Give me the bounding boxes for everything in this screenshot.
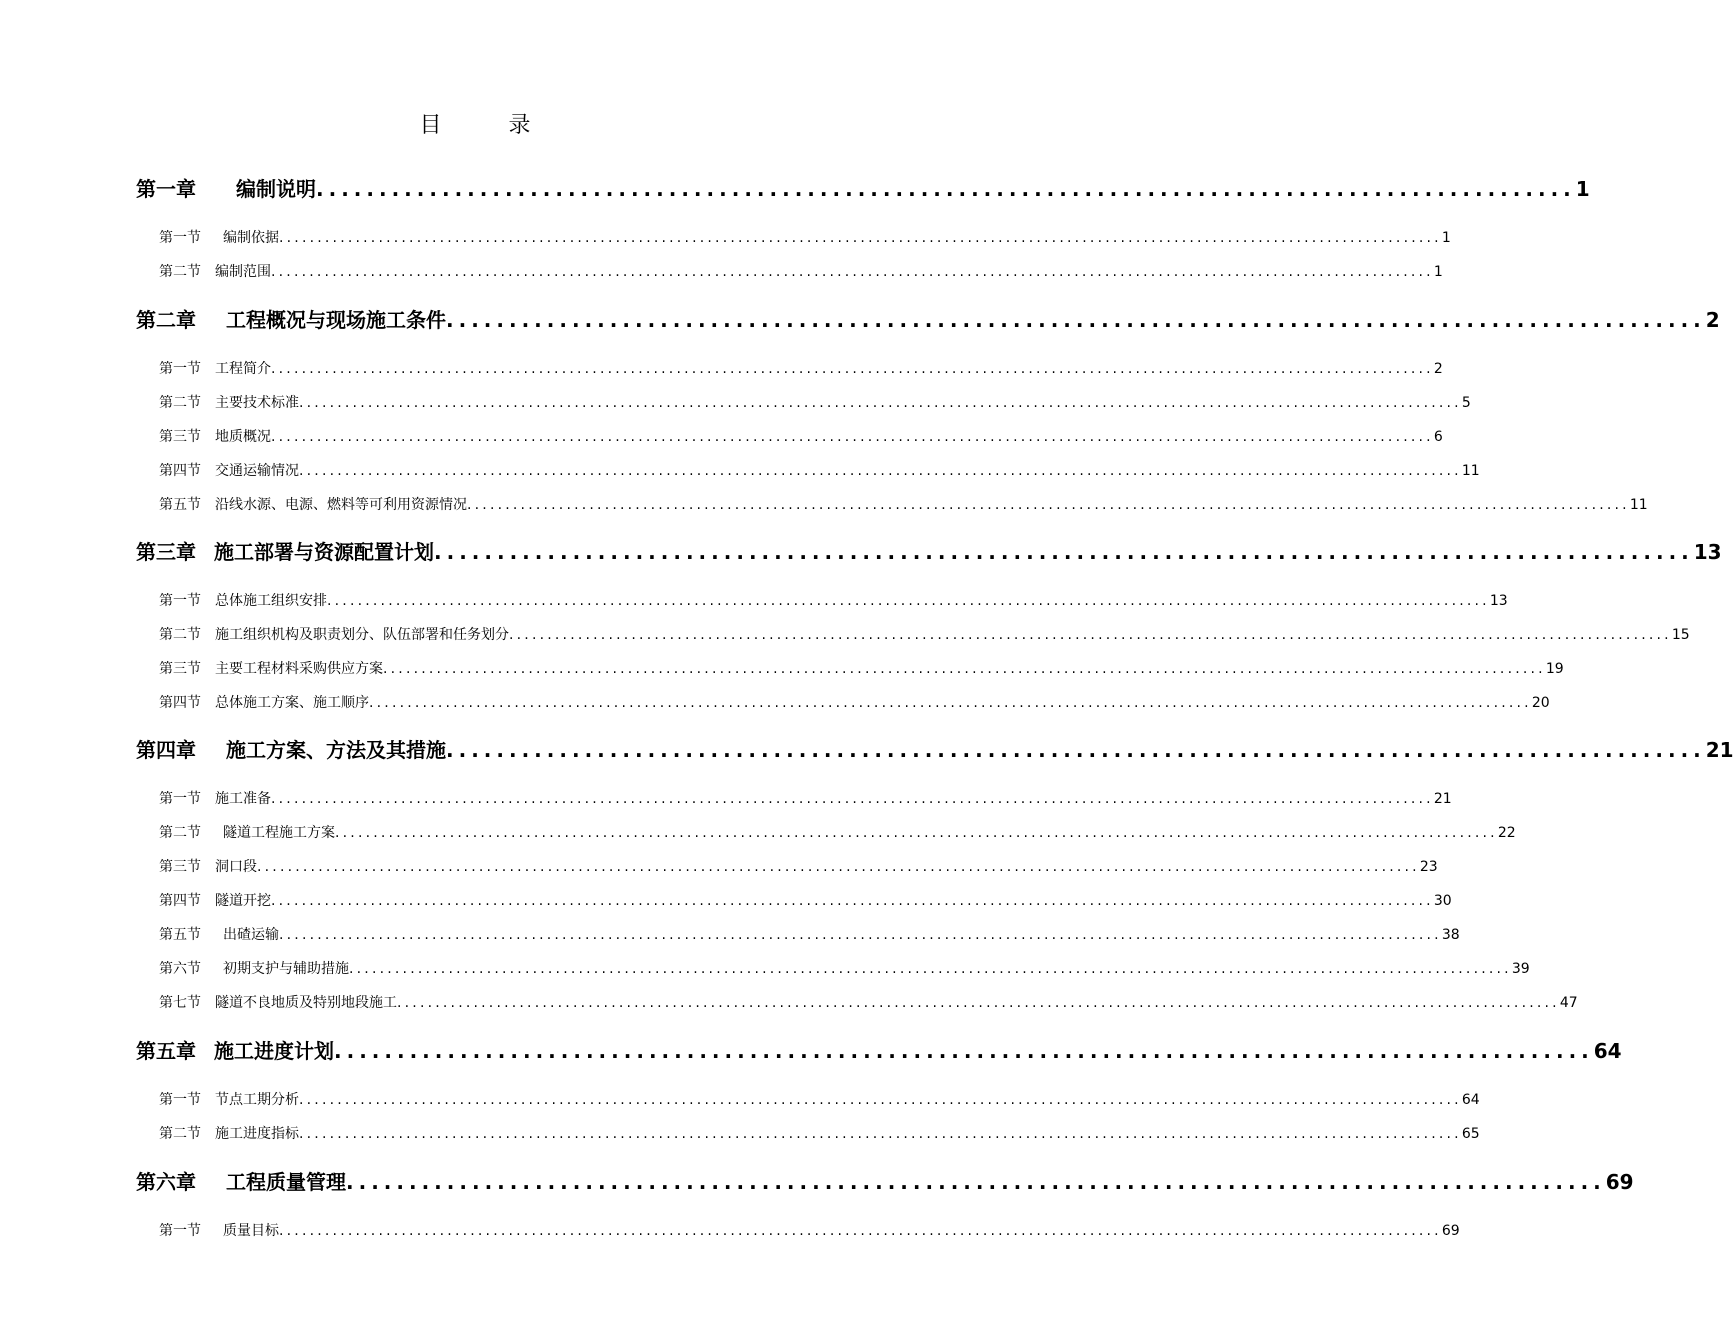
toc-entry-title: 工程质量管理 xyxy=(226,1170,346,1194)
toc-entry-title: 主要工程材料采购供应方案 xyxy=(215,661,383,677)
toc-section-1-1[interactable] xyxy=(159,227,1451,249)
toc-entry-page: 21 xyxy=(1705,738,1734,762)
toc-dot-leader: ........................................................................................................................................................ xyxy=(299,1126,1462,1142)
toc-dot-leader: ........................................................................................................................................................ xyxy=(327,593,1490,609)
toc-section-5-1[interactable] xyxy=(159,1089,1480,1111)
toc-chapter-1[interactable] xyxy=(136,174,1590,204)
toc-entry-page: 30 xyxy=(1433,893,1452,909)
toc-dot-leader: ........................................................................................................................................................ xyxy=(299,463,1462,479)
toc-dot-leader: ........................................................................................................................................................ xyxy=(397,995,1560,1011)
toc-entry-title: 工程概况与现场施工条件 xyxy=(226,308,446,332)
toc-entry-title: 出碴运输 xyxy=(223,927,279,943)
toc-entry-number: 第四章 xyxy=(136,738,196,762)
toc-entry-page: 21 xyxy=(1433,791,1452,807)
toc-entry-page: 69 xyxy=(1605,1170,1634,1194)
toc-entry-page: 22 xyxy=(1497,825,1516,841)
toc-dot-leader: ........................................................................................................................................................ xyxy=(279,927,1442,943)
toc-entry-page: 6 xyxy=(1433,429,1443,445)
toc-entry-title: 地质概况 xyxy=(215,429,271,445)
toc-chapter-5[interactable] xyxy=(136,1036,1622,1066)
toc-section-4-2[interactable] xyxy=(159,822,1516,844)
toc-entry-number: 第七节 xyxy=(159,995,201,1011)
toc-dot-leader: ........................................................................................................................................................ xyxy=(509,627,1672,643)
toc-section-6-1[interactable] xyxy=(159,1220,1460,1242)
toc-entry-page: 11 xyxy=(1629,497,1648,513)
toc-entry-page: 39 xyxy=(1511,961,1530,977)
toc-entry-page: 20 xyxy=(1531,695,1550,711)
toc-dot-leader: .................................................................................................... xyxy=(346,1170,1606,1194)
toc-section-2-2[interactable] xyxy=(159,392,1471,414)
toc-entry-title: 施工准备 xyxy=(215,791,271,807)
toc-dot-leader: .................................................................................................... xyxy=(334,1039,1594,1063)
toc-entry-title: 总体施工方案、施工顺序 xyxy=(215,695,369,711)
toc-section-3-2[interactable] xyxy=(159,624,1690,646)
toc-entry-number: 第三章 xyxy=(136,540,196,564)
toc-dot-leader: ........................................................................................................................................................ xyxy=(271,264,1434,280)
toc-entry-page: 69 xyxy=(1441,1223,1460,1239)
toc-section-4-3[interactable] xyxy=(159,856,1438,878)
toc-section-4-4[interactable] xyxy=(159,890,1452,912)
toc-entry-page: 15 xyxy=(1671,627,1690,643)
toc-entry-title: 编制依据 xyxy=(223,230,279,246)
toc-section-4-7[interactable] xyxy=(159,992,1578,1014)
toc-entry-page: 13 xyxy=(1489,593,1508,609)
toc-entry-number: 第三节 xyxy=(159,859,201,875)
toc-entry-title: 施工进度计划 xyxy=(214,1039,334,1063)
toc-chapter-4[interactable] xyxy=(136,735,1734,765)
toc-entry-number: 第三节 xyxy=(159,429,201,445)
toc-entry-title: 隧道工程施工方案 xyxy=(223,825,335,841)
toc-dot-leader: .................................................................................................... xyxy=(446,308,1706,332)
toc-entry-number: 第一节 xyxy=(159,230,201,246)
toc-entry-number: 第四节 xyxy=(159,695,201,711)
toc-entry-page: 23 xyxy=(1419,859,1438,875)
toc-dot-leader: ........................................................................................................................................................ xyxy=(369,695,1532,711)
toc-entry-number: 第二节 xyxy=(159,1126,201,1142)
toc-entry-page: 5 xyxy=(1461,395,1471,411)
toc-section-4-6[interactable] xyxy=(159,958,1530,980)
toc-entry-number: 第二节 xyxy=(159,264,201,280)
toc-entry-number: 第一节 xyxy=(159,791,201,807)
toc-section-4-1[interactable] xyxy=(159,788,1452,810)
toc-entry-number: 第四节 xyxy=(159,463,201,479)
toc-dot-leader: ........................................................................................................................................................ xyxy=(271,361,1434,377)
toc-entry-title: 工程简介 xyxy=(215,361,271,377)
toc-entry-number: 第一节 xyxy=(159,361,201,377)
toc-entry-title: 沿线水源、电源、燃料等可利用资源情况 xyxy=(215,497,467,513)
toc-entry-page: 11 xyxy=(1461,463,1480,479)
toc-section-2-1[interactable] xyxy=(159,358,1443,380)
toc-dot-leader: ........................................................................................................................................................ xyxy=(271,429,1434,445)
toc-entry-number: 第二节 xyxy=(159,825,201,841)
toc-entry-page: 1 xyxy=(1441,230,1451,246)
toc-entry-title: 施工方案、方法及其措施 xyxy=(226,738,446,762)
toc-entry-title: 施工组织机构及职责划分、队伍部署和任务划分 xyxy=(215,627,509,643)
toc-section-3-4[interactable] xyxy=(159,692,1550,714)
toc-dot-leader: ........................................................................................................................................................ xyxy=(349,961,1512,977)
toc-entry-number: 第二节 xyxy=(159,627,201,643)
toc-entry-page: 2 xyxy=(1433,361,1443,377)
toc-section-2-4[interactable] xyxy=(159,460,1480,482)
toc-entry-number: 第二节 xyxy=(159,395,201,411)
toc-section-4-5[interactable] xyxy=(159,924,1460,946)
toc-entry-number: 第二章 xyxy=(136,308,196,332)
toc-entry-page: 1 xyxy=(1433,264,1443,280)
toc-entry-title: 总体施工组织安排 xyxy=(215,593,327,609)
toc-entry-number: 第一节 xyxy=(159,1223,201,1239)
toc-entry-page: 13 xyxy=(1693,540,1722,564)
toc-dot-leader: .................................................................................................... xyxy=(446,738,1706,762)
toc-entry-page: 64 xyxy=(1461,1092,1480,1108)
toc-entry-number: 第六章 xyxy=(136,1170,196,1194)
toc-entry-title: 施工部署与资源配置计划 xyxy=(214,540,434,564)
toc-section-2-3[interactable] xyxy=(159,426,1443,448)
toc-dot-leader: ........................................................................................................................................................ xyxy=(257,859,1420,875)
toc-entry-number: 第一节 xyxy=(159,593,201,609)
toc-entry-number: 第六节 xyxy=(159,961,201,977)
toc-entry-page: 2 xyxy=(1705,308,1720,332)
toc-entry-title: 主要技术标准 xyxy=(215,395,299,411)
toc-entry-title: 交通运输情况 xyxy=(215,463,299,479)
toc-entry-title: 节点工期分析 xyxy=(215,1092,299,1108)
toc-entry-page: 19 xyxy=(1545,661,1564,677)
toc-section-2-5[interactable] xyxy=(159,494,1648,516)
toc-chapter-2[interactable] xyxy=(136,305,1720,335)
toc-section-5-2[interactable] xyxy=(159,1123,1480,1145)
toc-dot-leader: ........................................................................................................................................................ xyxy=(383,661,1546,677)
toc-section-3-1[interactable] xyxy=(159,590,1508,612)
toc-entry-page: 1 xyxy=(1575,177,1590,201)
toc-title: 目 录 xyxy=(419,113,561,138)
toc-entry-page: 65 xyxy=(1461,1126,1480,1142)
toc-chapter-3[interactable] xyxy=(136,537,1722,567)
toc-dot-leader: ........................................................................................................................................................ xyxy=(271,791,1434,807)
toc-dot-leader: ........................................................................................................................................................ xyxy=(299,395,1462,411)
toc-dot-leader: .................................................................................................... xyxy=(434,540,1694,564)
toc-section-3-3[interactable] xyxy=(159,658,1564,680)
toc-entry-title: 洞口段 xyxy=(215,859,257,875)
toc-entry-page: 64 xyxy=(1593,1039,1622,1063)
toc-dot-leader: ........................................................................................................................................................ xyxy=(335,825,1498,841)
toc-entry-title: 初期支护与辅助措施 xyxy=(223,961,349,977)
toc-section-1-2[interactable] xyxy=(159,261,1443,283)
toc-entry-title: 隧道不良地质及特别地段施工 xyxy=(215,995,397,1011)
toc-chapter-6[interactable] xyxy=(136,1167,1634,1197)
toc-entry-page: 38 xyxy=(1441,927,1460,943)
toc-entry-number: 第一节 xyxy=(159,1092,201,1108)
toc-entry-title: 编制范围 xyxy=(215,264,271,280)
toc-entry-number: 第四节 xyxy=(159,893,201,909)
toc-entry-number: 第三节 xyxy=(159,661,201,677)
toc-dot-leader: ........................................................................................................................................................ xyxy=(299,1092,1462,1108)
toc-entry-number: 第一章 xyxy=(136,177,196,201)
toc-entry-number: 第五节 xyxy=(159,497,201,513)
toc-dot-leader: ........................................................................................................................................................ xyxy=(271,893,1434,909)
toc-entry-number: 第五章 xyxy=(136,1039,196,1063)
toc-dot-leader: ........................................................................................................................................................ xyxy=(279,230,1442,246)
toc-entry-number: 第五节 xyxy=(159,927,201,943)
toc-entry-title: 编制说明 xyxy=(236,177,316,201)
toc-entry-title: 施工进度指标 xyxy=(215,1126,299,1142)
toc-entry-page: 47 xyxy=(1559,995,1578,1011)
toc-entry-title: 隧道开挖 xyxy=(215,893,271,909)
toc-dot-leader: .................................................................................................... xyxy=(316,177,1576,201)
toc-dot-leader: ........................................................................................................................................................ xyxy=(467,497,1630,513)
toc-entry-title: 质量目标 xyxy=(223,1223,279,1239)
toc-dot-leader: ........................................................................................................................................................ xyxy=(279,1223,1442,1239)
